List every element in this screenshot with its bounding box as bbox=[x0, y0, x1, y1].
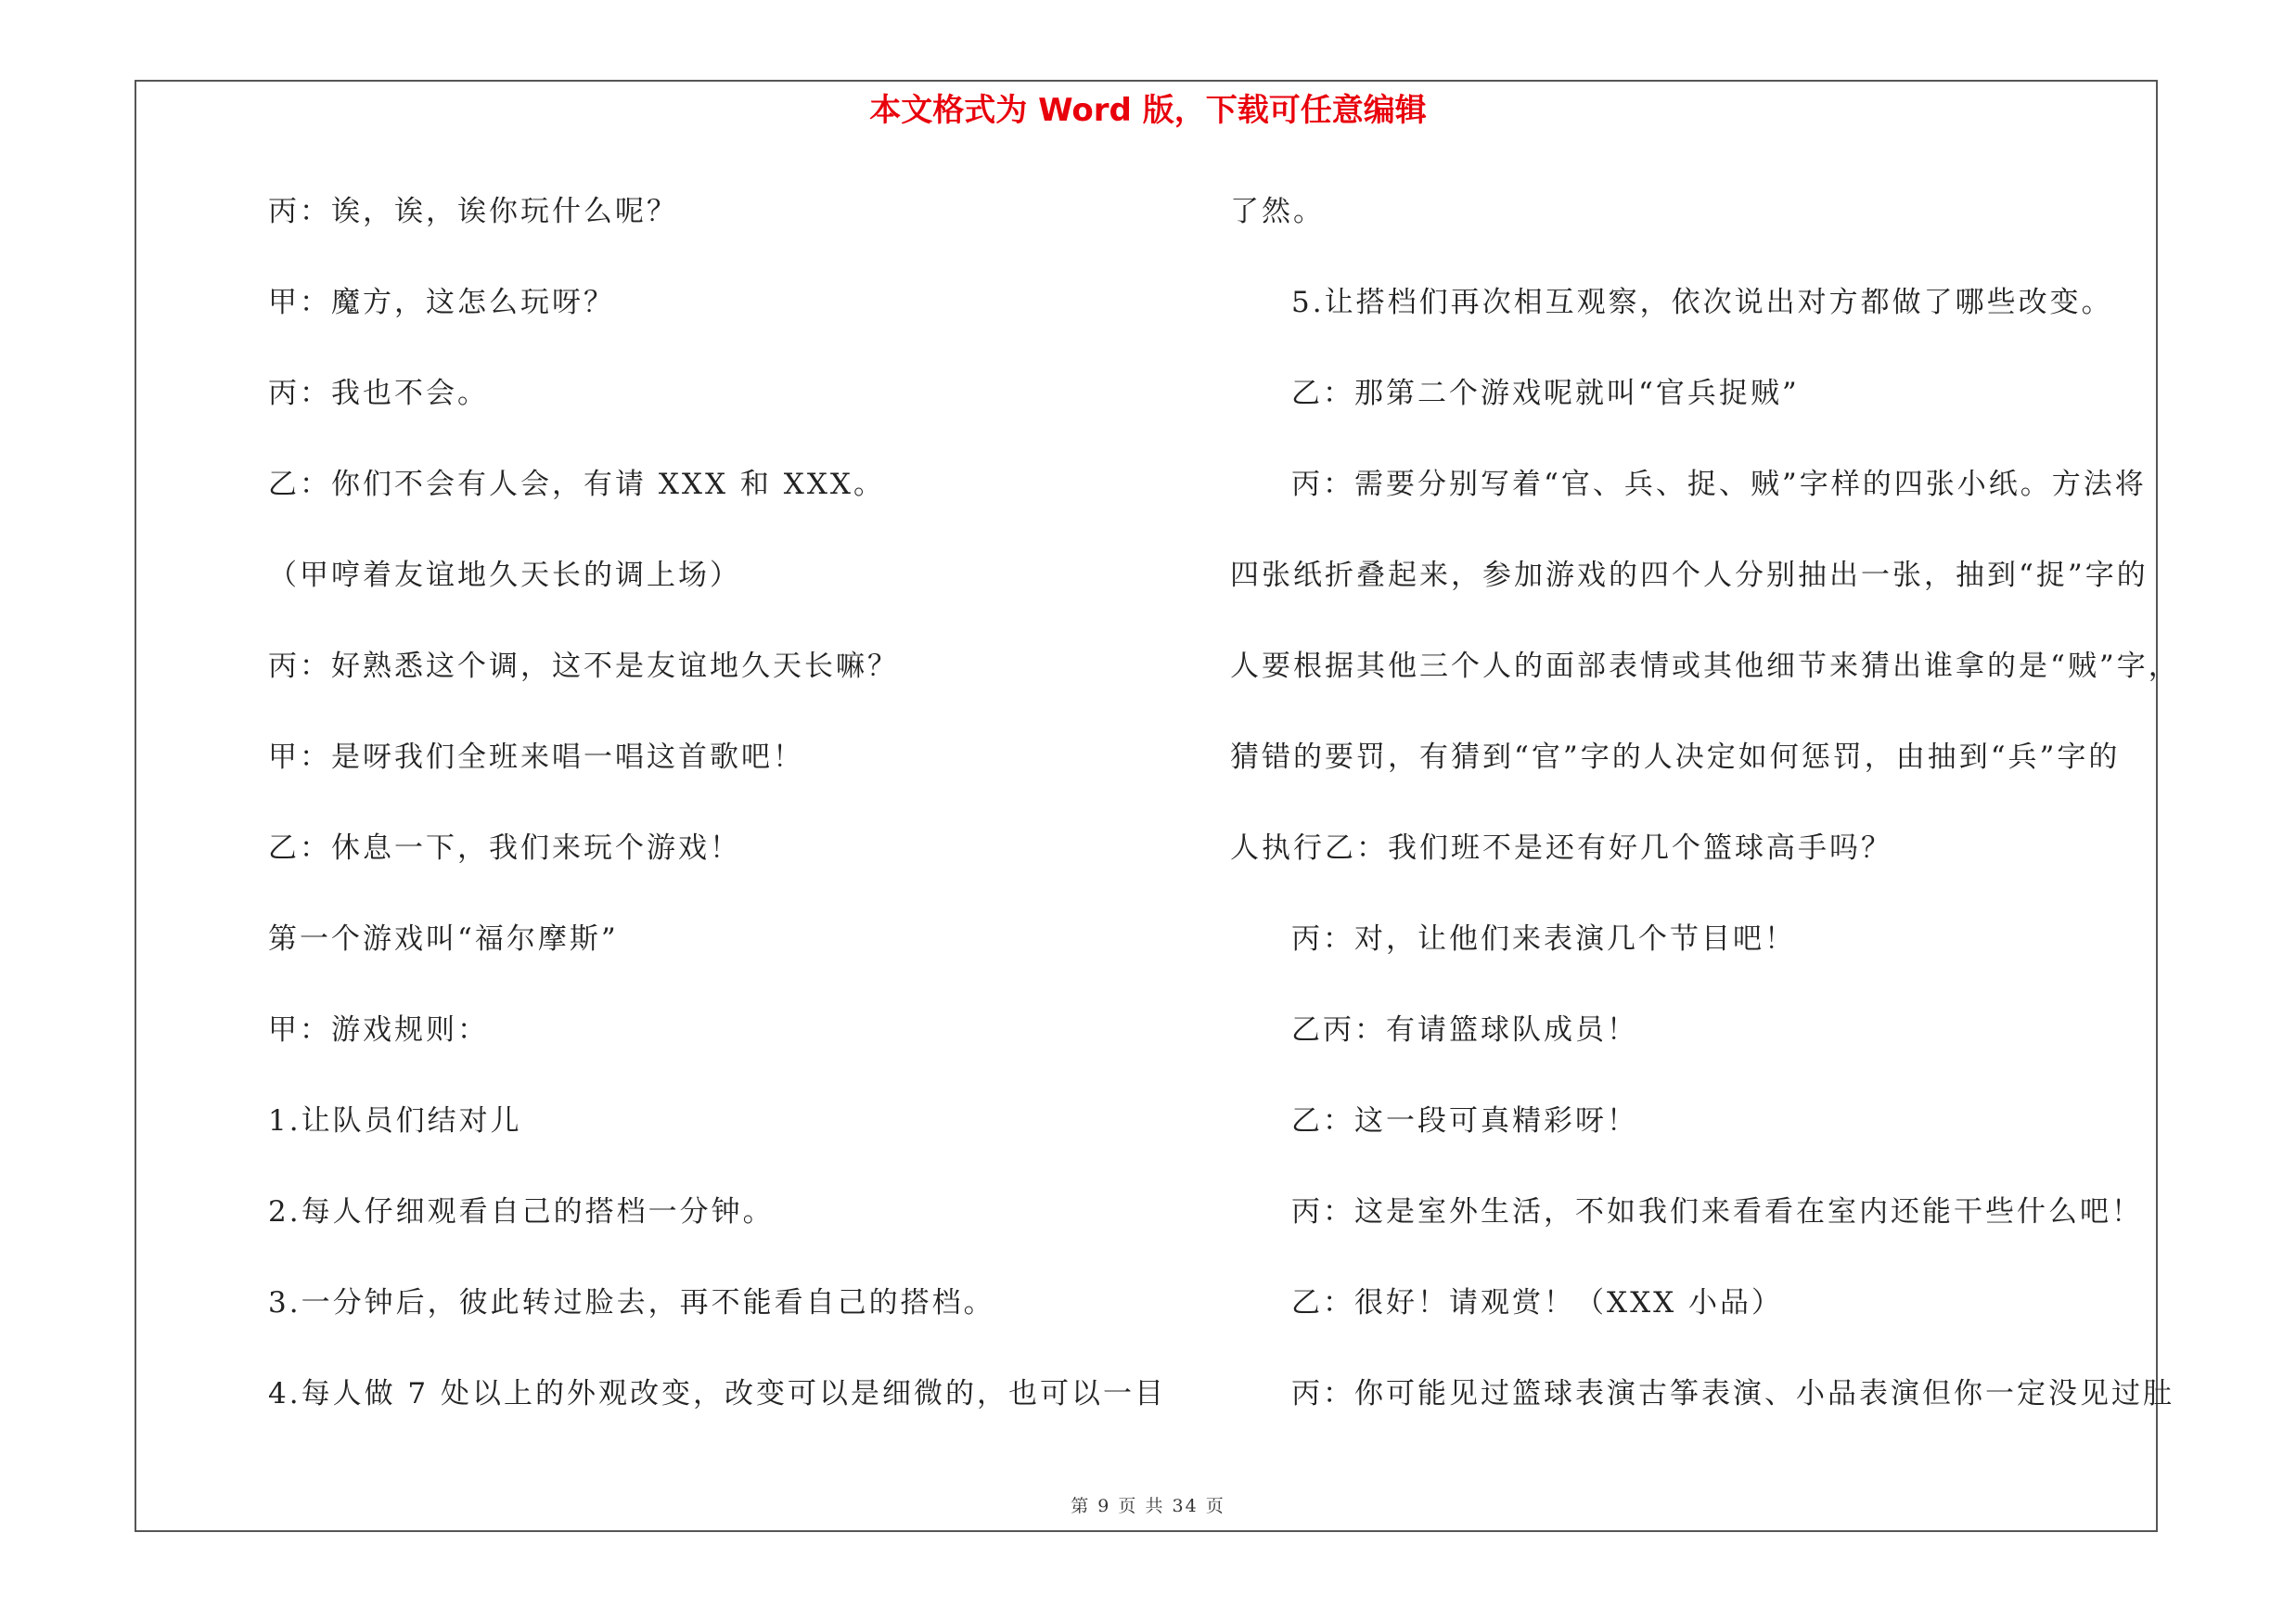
text-line: 乙：休息一下，我们来玩个游戏！ bbox=[268, 831, 741, 865]
text-line: 4.每人做 7 处以上的外观改变，改变可以是细微的，也可以一目 bbox=[268, 1377, 1167, 1410]
text-line: 乙：很好！请观赏！（XXX 小品） bbox=[1291, 1286, 1784, 1320]
text-line: 乙：那第二个游戏呢就叫“官兵捉贼” bbox=[1291, 377, 1800, 410]
text-line: 甲：游戏规则： bbox=[268, 1013, 489, 1047]
text-line: 3.一分钟后，彼此转过脸去，再不能看自己的搭档。 bbox=[268, 1286, 995, 1320]
page-number-footer: 第 9 页 共 34 页 bbox=[1071, 1496, 1225, 1516]
format-notice-banner: 本文格式为 Word 版，下载可任意编辑 bbox=[869, 92, 1427, 129]
text-line: 人执行乙：我们班不是还有好几个篮球高手吗？ bbox=[1230, 831, 1892, 865]
text-line: 1.让队员们结对儿 bbox=[268, 1104, 522, 1138]
text-line: 丙：诶，诶，诶你玩什么呢？ bbox=[268, 195, 678, 228]
text-line: 5.让搭档们再次相互观察，依次说出对方都做了哪些改变。 bbox=[1291, 286, 2113, 319]
text-line: 乙丙：有请篮球队成员！ bbox=[1291, 1013, 1638, 1047]
text-line: （甲哼着友谊地久天长的调上场） bbox=[268, 559, 741, 592]
text-line: 猜错的要罚，有猜到“官”字的人决定如何惩罚，由抽到“兵”字的 bbox=[1230, 741, 2121, 774]
text-line: 2.每人仔细观看自己的搭档一分钟。 bbox=[268, 1195, 775, 1229]
text-line: 丙：好熟悉这个调，这不是友谊地久天长嘛？ bbox=[268, 650, 899, 683]
text-line: 甲：魔方，这怎么玩呀？ bbox=[268, 286, 615, 319]
text-line: 丙：这是室外生活，不如我们来看看在室内还能干些什么吧！ bbox=[1291, 1195, 2143, 1229]
text-line: 四张纸折叠起来，参加游戏的四个人分别抽出一张，抽到“捉”字的 bbox=[1230, 559, 2148, 592]
text-line: 甲：是呀我们全班来唱一唱这首歌吧！ bbox=[268, 741, 804, 774]
text-line: 丙：对，让他们来表演几个节目吧！ bbox=[1291, 922, 1796, 956]
text-line: 了然。 bbox=[1230, 195, 1325, 228]
text-line: 第一个游戏叫“福尔摩斯” bbox=[268, 922, 619, 956]
text-line: 丙：我也不会。 bbox=[268, 377, 489, 410]
text-line: 乙：这一段可真精彩呀！ bbox=[1291, 1104, 1638, 1138]
text-line: 丙：需要分别写着“官、兵、捉、贼”字样的四张小纸。方法将 bbox=[1291, 468, 2147, 501]
text-line: 人要根据其他三个人的面部表情或其他细节来猜出谁拿的是“贼”字， bbox=[1230, 650, 2180, 683]
text-line: 丙：你可能见过篮球表演古筝表演、小品表演但你一定没见过肚 bbox=[1291, 1377, 2174, 1410]
text-line: 乙：你们不会有人会，有请 XXX 和 XXX。 bbox=[268, 468, 885, 501]
